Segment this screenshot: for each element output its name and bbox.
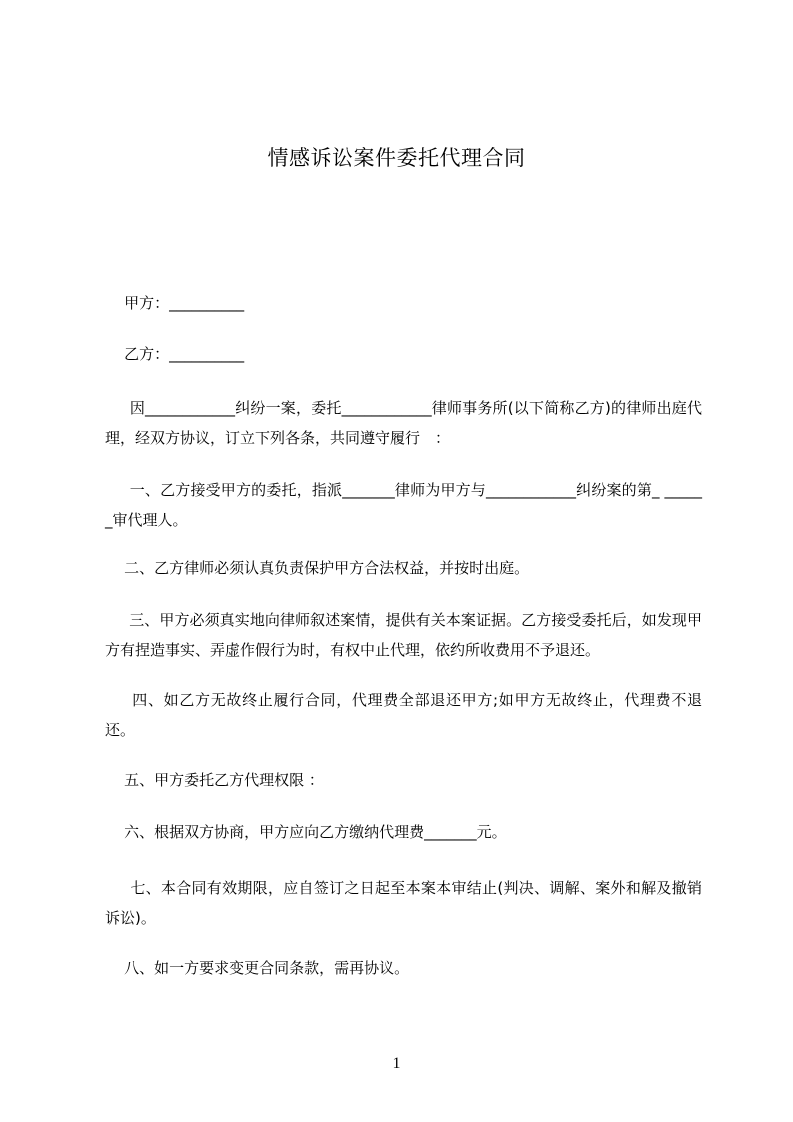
clause-1: 一、乙方接受甲方的委托，指派_______律师为甲方与____________纠纷案的第_ ______审代理人。 (105, 481, 702, 529)
party-b-line: 乙方：__________ (105, 345, 245, 363)
clause-5: 五、甲方委托乙方代理权限 ： (105, 771, 324, 789)
intro-paragraph: 因____________纠纷一案，委托____________律师事务所(以下简称乙方)的律师出庭代理，经双方协议，订立下列各条，共同遵守履行 ： (105, 399, 702, 447)
clause-4: 四、如乙方无故终止履行合同，代理费全部退还甲方;如甲方无故终止，代理费不退还。 (105, 691, 703, 739)
party-a-line: 甲方：__________ (105, 294, 245, 312)
clause-8: 八、如一方要求变更合同条款，需再协议。 (105, 959, 410, 977)
clause-3: 三、甲方必须真实地向律师叙述案情，提供有关本案证据。乙方接受委托后，如发现甲方有捏造事实、弄虚作假行为时，有权中止代理，依约所收费用不予退还。 (105, 611, 702, 659)
clause-6: 六、根据双方协商，甲方应向乙方缴纳代理费_______元。 (105, 823, 507, 841)
document-title: 情感诉讼案件委托代理合同 (267, 146, 526, 170)
page-number: 1 (392, 1055, 401, 1072)
clause-7: 七、本合同有效期限，应自签订之日起至本案本审结止(判决、调解、案外和解及撤销诉讼)。 (105, 879, 703, 927)
clause-2: 二、乙方律师必须认真负责保护甲方合法权益，并按时出庭。 (105, 559, 530, 577)
